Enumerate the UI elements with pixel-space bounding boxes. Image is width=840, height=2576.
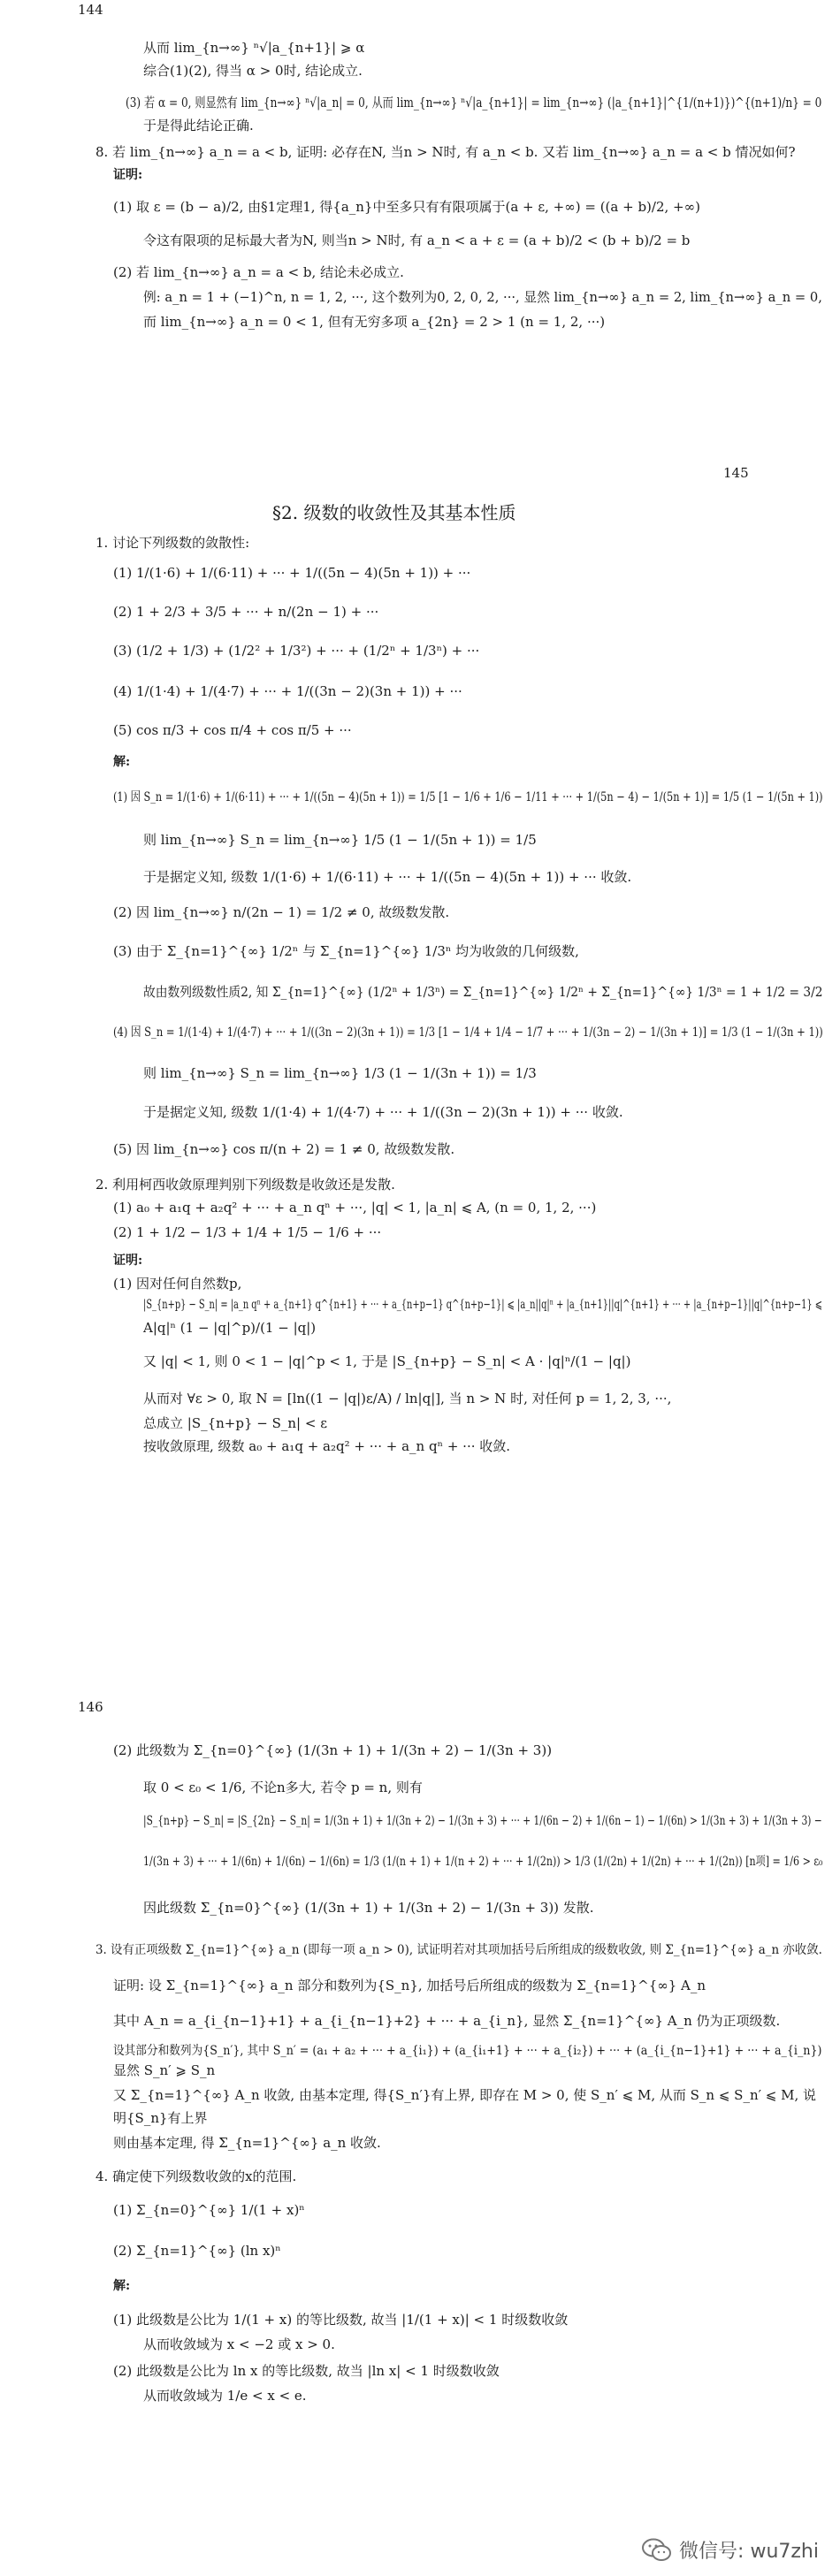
text-line: 于是据定义知, 级数 1/(1·6) + 1/(6·11) + ··· + 1/((5n − 4)(5n + 1)) + ··· 收敛.: [143, 869, 632, 885]
text-line: 例: a_n = 1 + (−1)^n, n = 1, 2, ···, 这个数列为0, 2, 0, 2, ···, 显然 lim_{n→∞} a_n = 2, lim_{n→∞} a_n = 0,: [143, 289, 822, 305]
text-line: 2. 利用柯西收敛原理判别下列级数是收敛还是发散.: [95, 1177, 395, 1193]
text-line: 而 lim_{n→∞} a_n = 0 < 1, 但有无穷多项 a_{2n} = 2 > 1 (n = 1, 2, ···): [143, 314, 606, 330]
proof-label: 证明:: [113, 168, 143, 182]
text-line: 从而收敛域为 1/e < x < e.: [143, 2388, 307, 2404]
page-144: [0, 0, 840, 371]
text-line: (3) 由于 Σ_{n=1}^{∞} 1/2ⁿ 与 Σ_{n=1}^{∞} 1/3ⁿ 均为收敛的几何级数,: [113, 943, 579, 959]
text-line: 则由基本定理, 得 Σ_{n=1}^{∞} a_n 收敛.: [113, 2135, 381, 2151]
text-line: 按收敛原理, 级数 a₀ + a₁q + a₂q² + ··· + a_n qⁿ + ··· 收敛.: [143, 1438, 511, 1454]
text-line: 又 Σ_{n=1}^{∞} A_n 收敛, 由基本定理, 得{S_n′}有上界, 即存在 M > 0, 使 S_n′ ⩽ M, 从而 S_n ⩽ S_n′ ⩽ M, 说: [113, 2087, 817, 2103]
text-line: 从而对 ∀ε > 0, 取 N = [ln((1 − |q|)ε/A) / ln|q|], 当 n > N 时, 对任何 p = 1, 2, 3, ···,: [143, 1391, 672, 1406]
text-line: 3. 设有正项级数 Σ_{n=1}^{∞} a_n (即每一项 a_n > 0), 试证明若对其项加括号后所组成的级数收敛, 则 Σ_{n=1}^{∞} a_n 亦收敛.: [95, 1943, 822, 1957]
text-line: 于是得此结论正确.: [143, 118, 254, 133]
text-line: (2) 此级数为 Σ_{n=0}^{∞} (1/(3n + 1) + 1/(3n + 2) − 1/(3n + 3)): [113, 1742, 553, 1758]
text-line: 设其部分和数列为{S_n′}, 其中 S_n′ = (a₁ + a₂ + ··· + a_{i₁}) + (a_{i₁+1} + ··· + a_{i₂}) + ··· + (a_{i_{n−1}+1} + ··· + a_{i_n}): [113, 2044, 822, 2058]
text-line: (2) 此级数是公比为 ln x 的等比级数, 故当 |ln x| < 1 时级数收敛: [113, 2363, 500, 2379]
page-number: 145: [723, 465, 749, 481]
text-line: 因此级数 Σ_{n=0}^{∞} (1/(3n + 1) + 1/(3n + 2) − 1/(3n + 3)) 发散.: [143, 1900, 594, 1916]
text-line: 综合(1)(2), 得当 α > 0时, 结论成立.: [143, 63, 363, 79]
text-line: (3) 若 α = 0, 则显然有 lim_{n→∞} ⁿ√|a_n| = 0, 从而 lim_{n→∞} ⁿ√|a_{n+1}| = lim_{n→∞} (|a_{n+1}|^{1/(n+1)})^{(n+1)/n} = 0: [126, 95, 822, 111]
text-line: 1. 讨论下列级数的敛散性:: [95, 535, 250, 551]
text-line: 显然 S_n′ ⩾ S_n: [113, 2062, 216, 2078]
text-line: (4) 1/(1·4) + 1/(4·7) + ··· + 1/((3n − 2)(3n + 1)) + ···: [113, 683, 462, 699]
text-line: |S_{n+p} − S_n| = |S_{2n} − S_n| = 1/(3n + 1) + 1/(3n + 2) − 1/(3n + 3) + ··· + 1/(6n − 2) + 1/(6n − 1) − 1/(6n) > 1/(3n + 3) + 1/(3n + 3) −: [143, 1814, 822, 1828]
text-line: 取 0 < ε₀ < 1/6, 不论n多大, 若令 p = n, 则有: [143, 1780, 423, 1795]
text-line: (1) 因 S_n = 1/(1·6) + 1/(6·11) + ··· + 1/((5n − 4)(5n + 1)) = 1/5 [1 − 1/6 + 1/6 − 1/11 + ··· + 1/(5n − 4) − 1/(5n + 1)] = 1/5 (1 − 1/(5n + 1)): [113, 790, 823, 804]
text-line: 8. 若 lim_{n→∞} a_n = a < b, 证明: 必存在N, 当n > N时, 有 a_n < b. 又若 lim_{n→∞} a_n = a < b 情况如何?: [95, 144, 796, 160]
text-line: 从而 lim_{n→∞} ⁿ√|a_{n+1}| ⩾ α: [143, 40, 365, 56]
watermark: [642, 2536, 819, 2564]
text-line: (1) 因对任何自然数p,: [113, 1276, 242, 1292]
text-line: (2) 因 lim_{n→∞} n/(2n − 1) = 1/2 ≠ 0, 故级数发散.: [113, 904, 450, 920]
text-line: 总成立 |S_{n+p} − S_n| < ε: [143, 1415, 327, 1431]
text-line: (5) 因 lim_{n→∞} cos π/(n + 2) = 1 ≠ 0, 故级数发散.: [113, 1141, 455, 1157]
text-line: 则 lim_{n→∞} S_n = lim_{n→∞} 1/3 (1 − 1/(3n + 1)) = 1/3: [143, 1065, 537, 1081]
text-line: 故由数列级数性质2, 知 Σ_{n=1}^{∞} (1/2ⁿ + 1/3ⁿ) = Σ_{n=1}^{∞} 1/2ⁿ + Σ_{n=1}^{∞} 1/3ⁿ = 1 + 1/2 = 3/2: [143, 984, 823, 1000]
section-title: §2. 级数的收敛性及其基本性质: [272, 502, 516, 523]
watermark-text: 微信号: wu7zhi: [679, 2541, 819, 2563]
text-line: (1) 1/(1·6) + 1/(6·11) + ··· + 1/((5n − 4)(5n + 1)) + ···: [113, 565, 471, 581]
text-line: A|q|ⁿ (1 − |q|^p)/(1 − |q|): [143, 1320, 317, 1336]
page-number: 144: [78, 2, 103, 18]
text-line: (5) cos π/3 + cos π/4 + cos π/5 + ···: [113, 722, 352, 738]
text-line: (4) 因 S_n = 1/(1·4) + 1/(4·7) + ··· + 1/((3n − 2)(3n + 1)) = 1/3 [1 − 1/4 + 1/4 − 1/7 + ··· + 1/(3n − 2) − 1/(3n + 1)] = 1/3 (1 − 1/(3n + 1)): [113, 1025, 823, 1040]
page-number: 146: [78, 1699, 103, 1715]
page-146: [0, 1697, 840, 2576]
text-line: 又 |q| < 1, 则 0 < 1 − |q|^p < 1, 于是 |S_{n+p} − S_n| < A · |q|ⁿ/(1 − |q|): [143, 1353, 631, 1369]
proof-label: 证明:: [113, 1254, 143, 1268]
text-line: 则 lim_{n→∞} S_n = lim_{n→∞} 1/5 (1 − 1/(5n + 1)) = 1/5: [143, 832, 537, 848]
text-line: (2) 若 lim_{n→∞} a_n = a < b, 结论未必成立.: [113, 264, 404, 280]
page-145: [0, 460, 840, 1467]
text-line: (1) 此级数是公比为 1/(1 + x) 的等比级数, 故当 |1/(1 + x)| < 1 时级数收敛: [113, 2312, 569, 2328]
solution-label: 解:: [113, 755, 131, 769]
text-line: (2) 1 + 1/2 − 1/3 + 1/4 + 1/5 − 1/6 + ···: [113, 1224, 382, 1240]
text-line: 从而收敛域为 x < −2 或 x > 0.: [143, 2336, 335, 2352]
text-line: 其中 A_n = a_{i_{n−1}+1} + a_{i_{n−1}+2} + ··· + a_{i_n}, 显然 Σ_{n=1}^{∞} A_n 仍为正项级数.: [113, 2013, 781, 2029]
text-line: 明{S_n}有上界: [113, 2110, 208, 2126]
text-line: (1) 取 ε = (b − a)/2, 由§1定理1, 得{a_n}中至多只有有限项属于(a + ε, +∞) = ((a + b)/2, +∞): [113, 199, 700, 215]
text-line: (3) (1/2 + 1/3) + (1/2² + 1/3²) + ··· + (1/2ⁿ + 1/3ⁿ) + ···: [113, 643, 480, 659]
text-line: 1/(3n + 3) + ··· + 1/(6n) + 1/(6n) − 1/(6n) = 1/3 (1/(n + 1) + 1/(n + 2) + ··· + 1/(2n)) > 1/3 (1/(2n) + 1/(2n) + ··· + 1/(2n)) [n项] = 1/6 > ε₀: [143, 1855, 823, 1869]
text-line: 令这有限项的足标最大者为N, 则当n > N时, 有 a_n < a + ε = (a + b)/2 < (b + b)/2 = b: [143, 232, 691, 248]
text-line: (2) 1 + 2/3 + 3/5 + ··· + n/(2n − 1) + ···: [113, 604, 379, 620]
solution-label: 解:: [113, 2279, 131, 2293]
text-line: 4. 确定使下列级数收敛的x的范围.: [95, 2168, 297, 2184]
text-line: (1) Σ_{n=0}^{∞} 1/(1 + x)ⁿ: [113, 2202, 305, 2218]
text-line: 于是据定义知, 级数 1/(1·4) + 1/(4·7) + ··· + 1/((3n − 2)(3n + 1)) + ··· 收敛.: [143, 1104, 623, 1120]
text-line: |S_{n+p} − S_n| = |a_n qⁿ + a_{n+1} q^{n+1} + ··· + a_{n+p−1} q^{n+p−1}| ⩽ |a_n||q|ⁿ + |a_{n+1}||q|^{n+1} + ··· + |a_{n+p−1}||q|^{n+p−1} ⩽: [143, 1298, 823, 1312]
text-line: 证明: 设 Σ_{n=1}^{∞} a_n 部分和数列为{S_n}, 加括号后所组成的级数为 Σ_{n=1}^{∞} A_n: [113, 1978, 706, 1993]
text-line: (1) a₀ + a₁q + a₂q² + ··· + a_n qⁿ + ···, |q| < 1, |a_n| ⩽ A, (n = 0, 1, 2, ···): [113, 1200, 597, 1216]
wechat-icon: [642, 2538, 672, 2563]
text-line: (2) Σ_{n=1}^{∞} (ln x)ⁿ: [113, 2243, 281, 2259]
